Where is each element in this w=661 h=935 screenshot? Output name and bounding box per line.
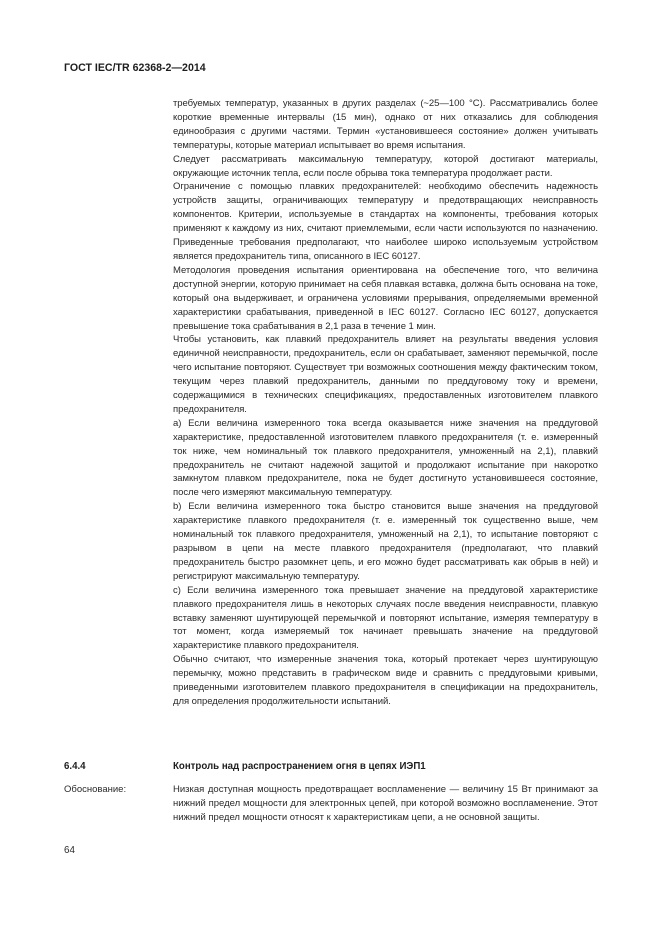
list-item-c: c) Если величина измеренного тока превышает значение на преддуговой характеристике плавкого предохранителя лишь в некоторых случаях после введения неисправности, плавкую вставку заменяют шунтирующей перемычкой и повторяют испытание, измеряя температуру в тот момент, когда измеряемый ток начинает превышать значение на преддуговой характеристике плавкого предохранителя. xyxy=(173,584,598,652)
page-number: 64 xyxy=(64,845,75,856)
paragraph: Следует рассматривать максимальную температуру, которой достигают материалы, окружающие источник тепла, если после обрыва тока температура продолжает расти. xyxy=(173,153,598,179)
section-6-4-4 xyxy=(64,760,598,825)
list-item-a: a) Если величина измеренного тока всегда оказывается ниже значения на преддуговой характеристике, предоставленной изготовителем плавкого предохранителя (т. е. измеренный ток ниже, чем номинальный ток плавкого предохранителя, умноженный на 2,1), плавкий предохранитель не считают надежной защитой и продолжают испытание при накоротко замкнутом плавком предохранителе, пока не будет достигнуто установившееся состояние, после чего измеряют максимальную температуру. xyxy=(173,417,598,499)
body-text xyxy=(173,97,598,709)
paragraph: Чтобы установить, как плавкий предохранитель влияет на результаты введения условия единичной неисправности, предохранитель, если он срабатывает, заменяют перемычкой, после чего испытание повторяют. Существует три возможных соотношения между фактическим током, текущим через плавкий предохранитель, данными по преддуговому току и времени, содержащимися в технических спецификациях, предоставленных изготовителем плавкого предохранителя. xyxy=(173,334,598,415)
section-title: Контроль над распространением огня в цепях ИЭП1 xyxy=(173,761,426,772)
section-number: 6.4.4 xyxy=(64,761,86,772)
document-header: ГОСТ IEC/TR 62368-2—2014 xyxy=(64,62,206,74)
section-heading xyxy=(64,760,598,774)
justification-label: Обоснование: xyxy=(64,783,127,795)
paragraph: Обычно считают, что измеренные значения тока, который протекает через шунтирующую перемычку, можно представить в графическом виде и сравнить с преддуговыми кривыми, приведенными изготовителем плавкого предохранителя в спецификации на предохранитель, для определения продолжительности испытаний. xyxy=(173,654,598,707)
paragraph: Методология проведения испытания ориентирована на обеспечение того, что величина доступной энергии, которую принимает на себя плавкая вставка, должна быть основана на токе, который она выдерживает, и ограничена условиями прерывания, определяемыми временной характеристики срабатывания, приведенной в IEC 60127. Согласно IEC 60127, допускается превышение тока срабатывания в 2,1 раза в течение 1 мин. xyxy=(173,264,598,332)
justification-text: Низкая доступная мощность предотвращает воспламенение — величину 15 Вт принимают за нижний предел мощности для электронных цепей, при которой возможно воспламенение. Этот нижний предел мощности относят к характеристикам цепи, а не основной защиты. xyxy=(173,783,598,823)
paragraph: Ограничение с помощью плавких предохранителей: необходимо обеспечить надежность устройств защиты, ограничивающих температуру и предотвращающих неисправность компонентов. Критерии, используемые в стандартах на компоненты, требования которых применяют к каждому из них, считают приемлемыми, если части используются по назначению. Приведенные требования предполагают, что наиболее широко используемым устройством является предохранитель типа, описанного в IEC 60127. xyxy=(173,181,598,262)
justification xyxy=(64,783,598,825)
list-item-b: b) Если величина измеренного тока быстро становится выше значения на преддуговой характеристике плавкого предохранителя (т. е. измеренный ток существенно выше, чем номинальный ток плавкого предохранителя, умноженный на 2,1), то испытание повторяют с разрывом в цепи на месте плавкого предохранителя (предполагают, что плавкий предохранитель быстро разомкнет цепь, и его можно будет рассматривать как обрыв в ней) и регистрируют максимальную температуру. xyxy=(173,501,598,582)
paragraph: требуемых температур, указанных в других разделах (~25—100 °С). Рассматривались более короткие временные интервалы (15 мин), однако от них отказались для соблюдения единообразия с другими частями. Термин «установившееся состояние» должен учитывать температуры, которые материал испытывает во время испытания. xyxy=(173,98,598,151)
